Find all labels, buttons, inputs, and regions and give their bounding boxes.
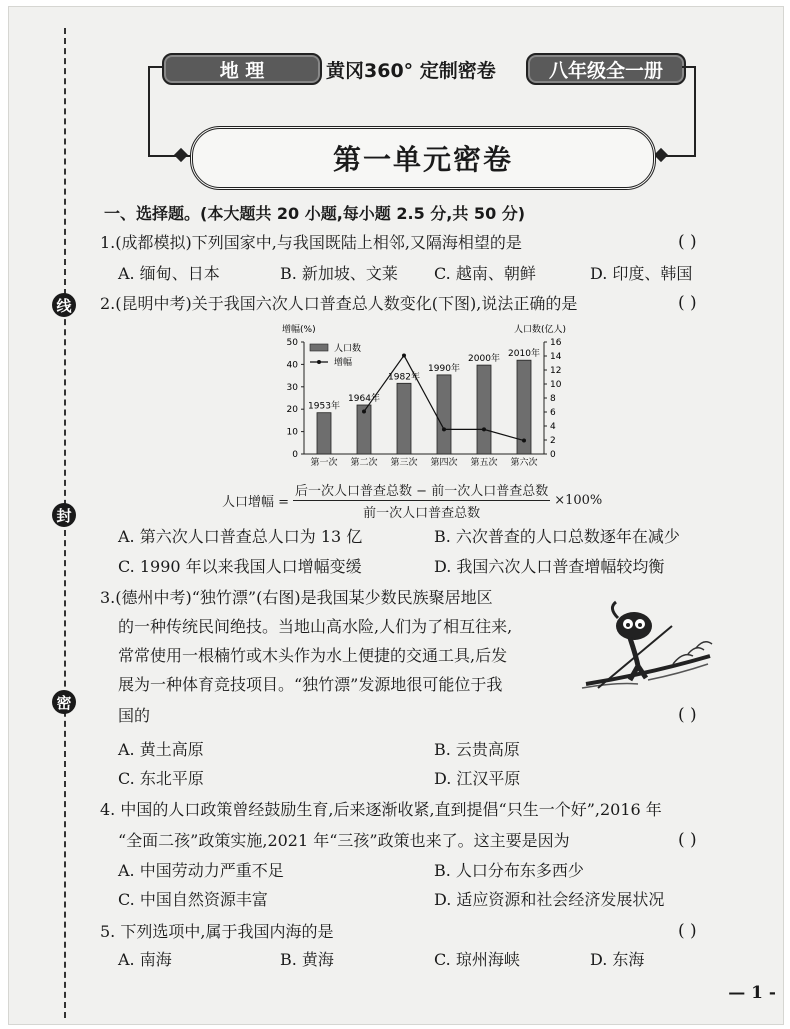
q4-option-c[interactable]: C. 中国自然资源丰富	[118, 890, 268, 909]
category-label: 第五次	[470, 458, 498, 468]
bar-year-label: 1964年	[348, 394, 380, 404]
question-5-stem: 5. 下列选项中,属于我国内海的是	[100, 922, 334, 941]
section-heading: 一、选择题。(本大题共 20 小题,每小题 2.5 分,共 50 分)	[104, 204, 526, 223]
question-4-answer-blank[interactable]: ( )	[678, 830, 697, 850]
formula-denominator: 前一次人口普查总数	[363, 506, 481, 521]
question-1-stem: 1.(成都模拟)下列国家中,与我国既陆上相邻,又隔海相望的是	[100, 233, 522, 252]
question-3-stem-line: 常常使用一根楠竹或木头作为水上便捷的交通工具,后发	[118, 646, 508, 665]
bar-year-label: 2000年	[468, 354, 500, 365]
bar-year-label: 1990年	[428, 363, 460, 374]
page-number: — 1 -	[728, 983, 776, 1003]
right-tick-label: 8	[550, 394, 556, 404]
q5-option-a[interactable]: A. 南海	[118, 950, 172, 969]
q4-option-d[interactable]: D. 适应资源和社会经济发展状况	[434, 890, 665, 909]
category-label: 第六次	[510, 458, 538, 468]
left-tick-label: 50	[286, 338, 298, 348]
right-tick-label: 4	[550, 422, 556, 432]
right-tick-label: 12	[550, 366, 562, 376]
q4-option-a[interactable]: A. 中国劳动力严重不足	[118, 861, 284, 880]
question-4-stem-line: 4. 中国的人口政策曾经鼓励生育,后来逐渐收紧,直到提倡“只生一个好”,2016 年	[100, 800, 662, 819]
q2-option-b[interactable]: B. 六次普查的人口总数逐年在减少	[434, 527, 680, 546]
left-tick-label: 30	[286, 382, 298, 393]
unit-title: 第一单元密卷	[190, 126, 656, 190]
formula-fraction	[293, 480, 550, 521]
population-bar	[477, 365, 491, 454]
bar-year-label: 1953年	[308, 401, 340, 412]
q1-option-b[interactable]: B. 新加坡、文莱	[280, 264, 398, 283]
category-label: 第三次	[390, 458, 418, 468]
left-axis-label: 增幅(%)	[282, 325, 316, 335]
population-bar	[437, 375, 451, 454]
right-tick-label: 14	[550, 352, 562, 362]
legend-line-label: 增幅	[334, 358, 353, 368]
population-bar	[397, 383, 411, 454]
frame-line	[148, 66, 150, 156]
right-tick-label: 10	[550, 380, 562, 390]
question-1-answer-blank[interactable]: ( )	[678, 232, 697, 252]
right-tick-label: 2	[550, 436, 556, 446]
frame-line	[694, 66, 696, 156]
legend-bar-swatch	[310, 344, 328, 351]
binding-mark-mi: 密	[52, 690, 76, 714]
question-2-stem: 2.(昆明中考)关于我国六次人口普查总人数变化(下图),说法正确的是	[100, 294, 578, 313]
left-tick-label: 20	[286, 405, 298, 416]
question-3-stem-line: 国的	[118, 706, 151, 725]
right-tick-label: 0	[550, 450, 556, 460]
category-label: 第四次	[430, 458, 458, 468]
right-tick-label: 16	[550, 338, 562, 348]
q1-option-d[interactable]: D. 印度、韩国	[590, 264, 693, 283]
bamboo-rafting-illustration	[578, 596, 718, 696]
bar-year-label: 1982年	[388, 372, 420, 383]
category-label: 第二次	[350, 458, 378, 468]
legend-line-point	[317, 360, 321, 364]
brand-title: 黄冈360° 定制密卷	[326, 60, 496, 82]
question-3-stem-line: 3.(德州中考)“独竹漂”(右图)是我国某少数民族聚居地区	[100, 588, 493, 607]
formula-numerator: 后一次人口普查总数 − 前一次人口普查总数	[293, 480, 550, 501]
q2-option-d[interactable]: D. 我国六次人口普查增幅较均衡	[434, 557, 665, 576]
q3-option-a[interactable]: A. 黄土高原	[118, 740, 204, 759]
left-tick-label: 0	[292, 450, 298, 460]
formula-suffix: ×100%	[554, 493, 603, 508]
growth-formula	[222, 480, 602, 521]
left-tick-label: 40	[286, 360, 298, 371]
growth-rate-point	[482, 427, 486, 431]
question-3-answer-blank[interactable]: ( )	[678, 705, 697, 725]
question-3-stem-line: 的一种传统民间绝技。当地山高水险,人们为了相互往来,	[118, 617, 513, 636]
left-tick-label: 10	[286, 427, 298, 438]
q1-option-a[interactable]: A. 缅甸、日本	[118, 264, 220, 283]
q3-option-c[interactable]: C. 东北平原	[118, 769, 204, 788]
formula-label: 人口增幅 =	[222, 495, 290, 510]
question-2-answer-blank[interactable]: ( )	[678, 293, 697, 313]
growth-rate-point	[442, 427, 446, 431]
right-tick-label: 6	[550, 408, 556, 418]
q5-option-b[interactable]: B. 黄海	[280, 950, 334, 969]
q2-option-a[interactable]: A. 第六次人口普查总人口为 13 亿	[118, 527, 363, 546]
question-5-answer-blank[interactable]: ( )	[678, 921, 697, 941]
population-bar	[317, 413, 331, 454]
binding-mark-feng: 封	[52, 503, 76, 527]
q2-option-c[interactable]: C. 1990 年以来我国人口增幅变缓	[118, 557, 362, 576]
q5-option-c[interactable]: C. 琼州海峡	[434, 950, 520, 969]
growth-rate-point	[522, 439, 526, 443]
right-axis-label: 人口数(亿人)	[514, 325, 567, 335]
subject-label: 地 理	[162, 53, 322, 85]
grade-label: 八年级全一册	[526, 53, 686, 85]
category-label: 第一次	[310, 458, 338, 468]
legend-bar-label: 人口数	[334, 344, 362, 354]
growth-rate-point	[362, 409, 366, 413]
bar-year-label: 2010年	[508, 349, 540, 360]
q1-option-c[interactable]: C. 越南、朝鲜	[434, 264, 536, 283]
q3-option-b[interactable]: B. 云贵高原	[434, 740, 520, 759]
q5-option-d[interactable]: D. 东海	[590, 950, 645, 969]
q3-option-d[interactable]: D. 江汉平原	[434, 769, 521, 788]
population-census-chart	[268, 320, 588, 470]
growth-rate-point	[402, 353, 406, 357]
question-3-stem-line: 展为一种体育竞技项目。“独竹漂”发源地很可能位于我	[118, 675, 503, 694]
frame-line	[148, 66, 162, 68]
q4-option-b[interactable]: B. 人口分布东多西少	[434, 861, 584, 880]
binding-mark-xian: 线	[52, 293, 76, 317]
question-4-stem-line: “全面二孩”政策实施,2021 年“三孩”政策也来了。这主要是因为	[118, 831, 570, 850]
